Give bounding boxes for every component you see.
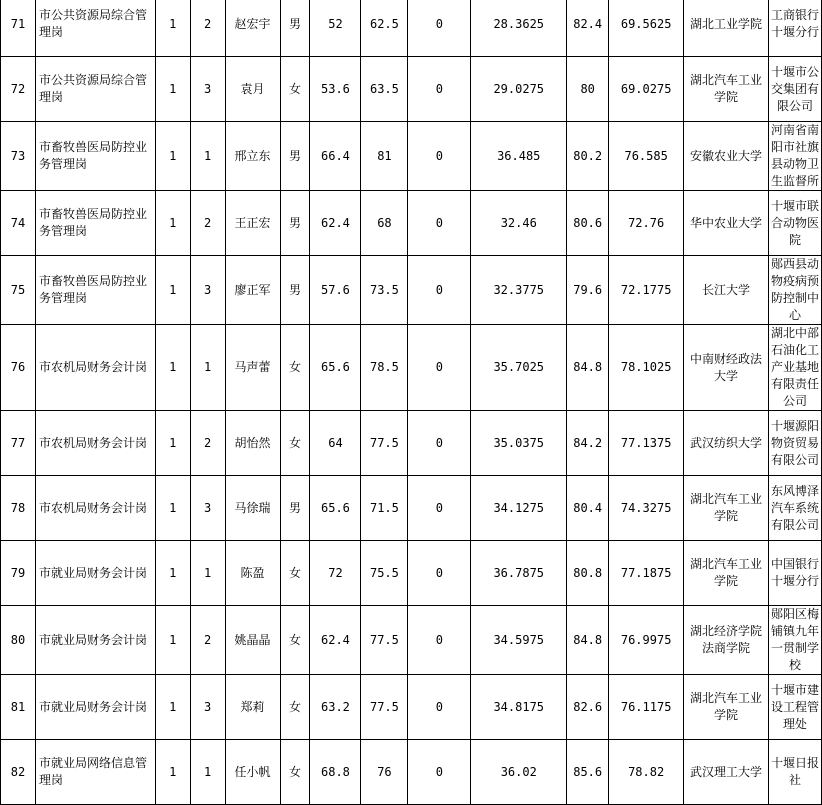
gender-cell: 女: [280, 411, 310, 476]
test-score-cell: 73.5: [361, 256, 408, 325]
bonus-cell: 0: [408, 0, 471, 57]
table-row: [1, 740, 822, 805]
table-row: [1, 606, 822, 675]
bonus-cell: 0: [408, 325, 471, 411]
quota-cell: 1: [155, 606, 190, 675]
test-score-cell: 77.5: [361, 675, 408, 740]
table-row: [1, 57, 822, 122]
weighted-written-cell: 36.02: [471, 740, 567, 805]
employer-cell: 工商银行十堰分行: [768, 0, 821, 57]
test-score-cell: 63.5: [361, 57, 408, 122]
candidate-name-cell: 马声蕾: [225, 325, 280, 411]
table-row: [1, 675, 822, 740]
weighted-written-cell: 36.7875: [471, 541, 567, 606]
weighted-written-cell: 29.0275: [471, 57, 567, 122]
school-cell: 武汉理工大学: [684, 740, 769, 805]
test-score-cell: 77.5: [361, 411, 408, 476]
candidate-name-cell: 王正宏: [225, 191, 280, 256]
position-cell: 市畜牧兽医局防控业务管理岗: [35, 191, 155, 256]
weighted-written-cell: 35.7025: [471, 325, 567, 411]
row-number-cell: 76: [1, 325, 36, 411]
school-cell: 湖北汽车工业学院: [684, 675, 769, 740]
school-cell: 武汉纺织大学: [684, 411, 769, 476]
candidate-name-cell: 郑莉: [225, 675, 280, 740]
school-cell: 湖北汽车工业学院: [684, 57, 769, 122]
weighted-written-cell: 32.3775: [471, 256, 567, 325]
row-number-cell: 72: [1, 57, 36, 122]
table-row: [1, 0, 822, 57]
employer-cell: 河南省南阳市社旗县动物卫生监督所: [768, 122, 821, 191]
row-number-cell: 71: [1, 0, 36, 57]
bonus-cell: 0: [408, 606, 471, 675]
interview-score-cell: 80.2: [567, 122, 609, 191]
total-score-cell: 77.1875: [609, 541, 684, 606]
position-cell: 市畜牧兽医局防控业务管理岗: [35, 256, 155, 325]
weighted-written-cell: 34.5975: [471, 606, 567, 675]
total-score-cell: 78.82: [609, 740, 684, 805]
row-number-cell: 82: [1, 740, 36, 805]
total-score-cell: 69.5625: [609, 0, 684, 57]
rank-cell: 3: [190, 476, 225, 541]
weighted-written-cell: 34.1275: [471, 476, 567, 541]
employer-cell: 湖北中部石油化工产业基地有限责任公司: [768, 325, 821, 411]
position-cell: 市公共资源局综合管理岗: [35, 57, 155, 122]
row-number-cell: 79: [1, 541, 36, 606]
weighted-written-cell: 28.3625: [471, 0, 567, 57]
position-cell: 市就业局财务会计岗: [35, 675, 155, 740]
position-cell: 市农机局财务会计岗: [35, 411, 155, 476]
written-score-cell: 64: [310, 411, 361, 476]
rank-cell: 3: [190, 256, 225, 325]
total-score-cell: 74.3275: [609, 476, 684, 541]
gender-cell: 男: [280, 476, 310, 541]
quota-cell: 1: [155, 122, 190, 191]
total-score-cell: 72.76: [609, 191, 684, 256]
interview-score-cell: 80.8: [567, 541, 609, 606]
test-score-cell: 81: [361, 122, 408, 191]
row-number-cell: 73: [1, 122, 36, 191]
employer-cell: 郧阳区梅铺镇九年一贯制学校: [768, 606, 821, 675]
rank-cell: 2: [190, 191, 225, 256]
row-number-cell: 81: [1, 675, 36, 740]
position-cell: 市就业局网络信息管理岗: [35, 740, 155, 805]
written-score-cell: 53.6: [310, 57, 361, 122]
total-score-cell: 76.1175: [609, 675, 684, 740]
school-cell: 湖北工业学院: [684, 0, 769, 57]
candidate-name-cell: 马徐瑞: [225, 476, 280, 541]
school-cell: 华中农业大学: [684, 191, 769, 256]
employer-cell: 十堰源阳物资贸易有限公司: [768, 411, 821, 476]
written-score-cell: 68.8: [310, 740, 361, 805]
rank-cell: 2: [190, 0, 225, 57]
interview-score-cell: 80.4: [567, 476, 609, 541]
table-row: [1, 191, 822, 256]
bonus-cell: 0: [408, 675, 471, 740]
candidate-name-cell: 廖正军: [225, 256, 280, 325]
interview-score-cell: 82.6: [567, 675, 609, 740]
school-cell: 湖北汽车工业学院: [684, 476, 769, 541]
quota-cell: 1: [155, 57, 190, 122]
quota-cell: 1: [155, 325, 190, 411]
bonus-cell: 0: [408, 740, 471, 805]
total-score-cell: 72.1775: [609, 256, 684, 325]
employer-cell: 十堰市联合动物医院: [768, 191, 821, 256]
quota-cell: 1: [155, 256, 190, 325]
total-score-cell: 77.1375: [609, 411, 684, 476]
rank-cell: 2: [190, 606, 225, 675]
written-score-cell: 65.6: [310, 476, 361, 541]
gender-cell: 男: [280, 191, 310, 256]
gender-cell: 女: [280, 740, 310, 805]
table-row: [1, 122, 822, 191]
position-cell: 市农机局财务会计岗: [35, 476, 155, 541]
test-score-cell: 75.5: [361, 541, 408, 606]
written-score-cell: 62.4: [310, 191, 361, 256]
rank-cell: 3: [190, 57, 225, 122]
weighted-written-cell: 36.485: [471, 122, 567, 191]
employer-cell: 十堰市公交集团有限公司: [768, 57, 821, 122]
written-score-cell: 65.6: [310, 325, 361, 411]
employer-cell: 东风博泽汽车系统有限公司: [768, 476, 821, 541]
written-score-cell: 66.4: [310, 122, 361, 191]
test-score-cell: 76: [361, 740, 408, 805]
candidate-name-cell: 赵宏宇: [225, 0, 280, 57]
interview-score-cell: 84.8: [567, 606, 609, 675]
table-row: [1, 411, 822, 476]
gender-cell: 女: [280, 541, 310, 606]
weighted-written-cell: 35.0375: [471, 411, 567, 476]
bonus-cell: 0: [408, 256, 471, 325]
interview-score-cell: 82.4: [567, 0, 609, 57]
rank-cell: 1: [190, 325, 225, 411]
school-cell: 湖北经济学院法商学院: [684, 606, 769, 675]
quota-cell: 1: [155, 0, 190, 57]
test-score-cell: 77.5: [361, 606, 408, 675]
row-number-cell: 74: [1, 191, 36, 256]
quota-cell: 1: [155, 740, 190, 805]
position-cell: 市农机局财务会计岗: [35, 325, 155, 411]
gender-cell: 女: [280, 57, 310, 122]
candidate-name-cell: 任小帆: [225, 740, 280, 805]
table-row: [1, 476, 822, 541]
interview-score-cell: 85.6: [567, 740, 609, 805]
employer-cell: 郧西县动物疫病预防控制中心: [768, 256, 821, 325]
bonus-cell: 0: [408, 57, 471, 122]
gender-cell: 女: [280, 675, 310, 740]
bonus-cell: 0: [408, 541, 471, 606]
position-cell: 市畜牧兽医局防控业务管理岗: [35, 122, 155, 191]
total-score-cell: 76.585: [609, 122, 684, 191]
weighted-written-cell: 32.46: [471, 191, 567, 256]
candidate-name-cell: 胡怡然: [225, 411, 280, 476]
weighted-written-cell: 34.8175: [471, 675, 567, 740]
bonus-cell: 0: [408, 122, 471, 191]
test-score-cell: 62.5: [361, 0, 408, 57]
position-cell: 市就业局财务会计岗: [35, 606, 155, 675]
rank-cell: 2: [190, 411, 225, 476]
table-row: [1, 256, 822, 325]
interview-score-cell: 80.6: [567, 191, 609, 256]
quota-cell: 1: [155, 191, 190, 256]
position-cell: 市公共资源局综合管理岗: [35, 0, 155, 57]
quota-cell: 1: [155, 675, 190, 740]
table-body: [1, 0, 822, 805]
bonus-cell: 0: [408, 476, 471, 541]
written-score-cell: 62.4: [310, 606, 361, 675]
table-row: [1, 541, 822, 606]
row-number-cell: 75: [1, 256, 36, 325]
gender-cell: 女: [280, 325, 310, 411]
bonus-cell: 0: [408, 191, 471, 256]
row-number-cell: 78: [1, 476, 36, 541]
table-row: [1, 325, 822, 411]
quota-cell: 1: [155, 476, 190, 541]
school-cell: 中南财经政法大学: [684, 325, 769, 411]
test-score-cell: 71.5: [361, 476, 408, 541]
gender-cell: 男: [280, 256, 310, 325]
candidate-name-cell: 袁月: [225, 57, 280, 122]
written-score-cell: 52: [310, 0, 361, 57]
gender-cell: 男: [280, 0, 310, 57]
bonus-cell: 0: [408, 411, 471, 476]
school-cell: 安徽农业大学: [684, 122, 769, 191]
test-score-cell: 68: [361, 191, 408, 256]
written-score-cell: 57.6: [310, 256, 361, 325]
row-number-cell: 77: [1, 411, 36, 476]
quota-cell: 1: [155, 411, 190, 476]
total-score-cell: 69.0275: [609, 57, 684, 122]
interview-score-cell: 84.2: [567, 411, 609, 476]
candidate-name-cell: 姚晶晶: [225, 606, 280, 675]
interview-score-cell: 84.8: [567, 325, 609, 411]
row-number-cell: 80: [1, 606, 36, 675]
school-cell: 湖北汽车工业学院: [684, 541, 769, 606]
interview-score-cell: 80: [567, 57, 609, 122]
gender-cell: 男: [280, 122, 310, 191]
candidate-name-cell: 邢立东: [225, 122, 280, 191]
quota-cell: 1: [155, 541, 190, 606]
rank-cell: 1: [190, 541, 225, 606]
position-cell: 市就业局财务会计岗: [35, 541, 155, 606]
interview-score-cell: 79.6: [567, 256, 609, 325]
employer-cell: 中国银行十堰分行: [768, 541, 821, 606]
school-cell: 长江大学: [684, 256, 769, 325]
total-score-cell: 78.1025: [609, 325, 684, 411]
rank-cell: 1: [190, 740, 225, 805]
total-score-cell: 76.9975: [609, 606, 684, 675]
employer-cell: 十堰日报社: [768, 740, 821, 805]
candidate-name-cell: 陈盈: [225, 541, 280, 606]
rank-cell: 1: [190, 122, 225, 191]
gender-cell: 女: [280, 606, 310, 675]
rank-cell: 3: [190, 675, 225, 740]
employer-cell: 十堰市建设工程管理处: [768, 675, 821, 740]
written-score-cell: 63.2: [310, 675, 361, 740]
test-score-cell: 78.5: [361, 325, 408, 411]
written-score-cell: 72: [310, 541, 361, 606]
